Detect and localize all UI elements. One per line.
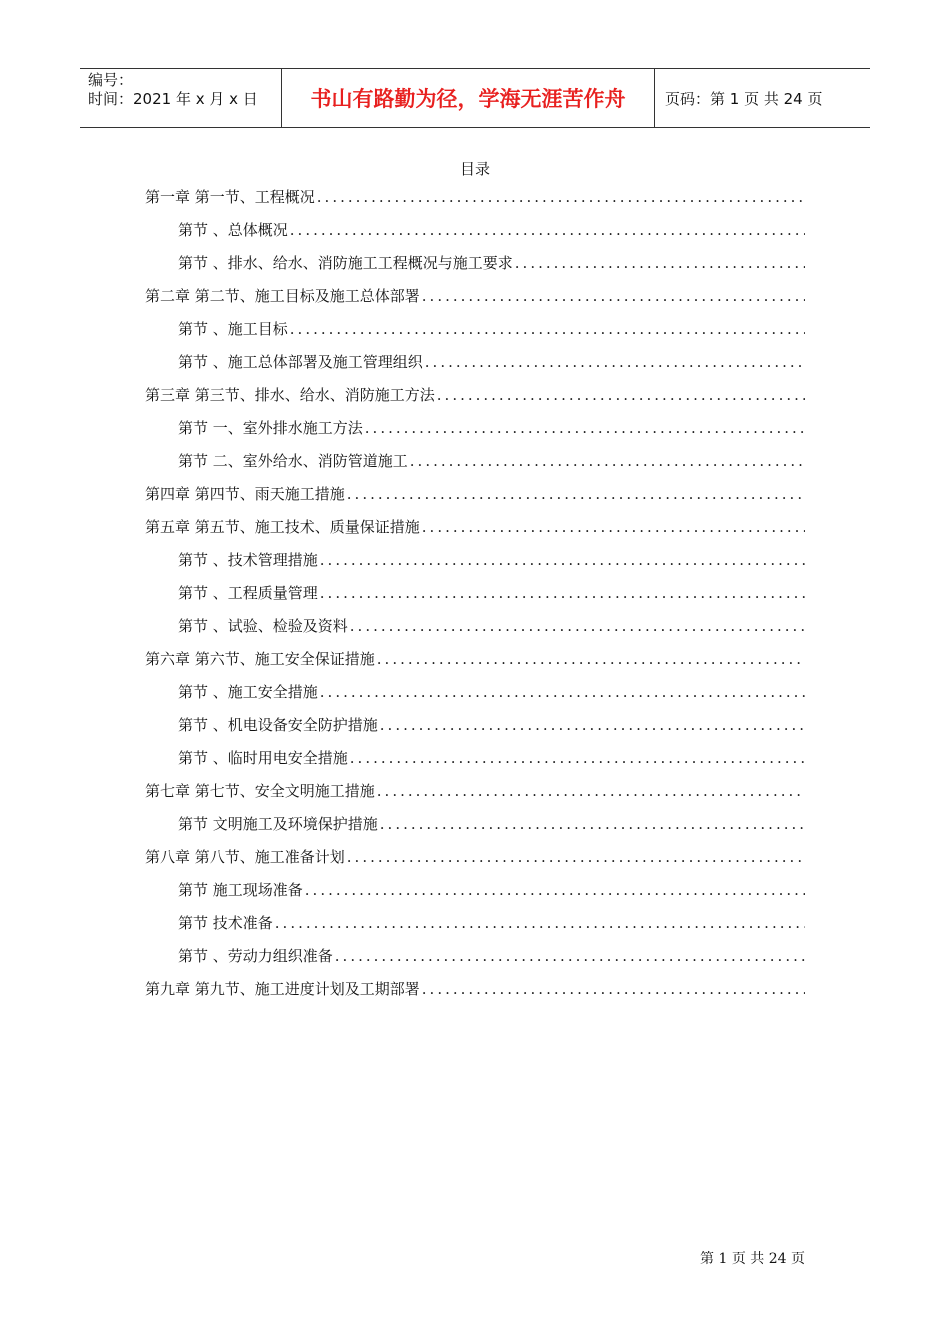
toc-chapter-entry[interactable] bbox=[145, 378, 805, 411]
toc-leader-dots bbox=[317, 188, 805, 206]
toc-entry-text: 第节 、临时用电安全措施 bbox=[178, 749, 348, 767]
toc-chapter-entry[interactable] bbox=[145, 642, 805, 675]
toc-entry-text: 第八章 第八节、施工准备计划 bbox=[145, 848, 345, 866]
toc-entry-text: 第节 、施工总体部署及施工管理组织 bbox=[178, 353, 423, 371]
toc-chapter-entry[interactable] bbox=[145, 180, 805, 213]
toc-leader-dots bbox=[347, 485, 805, 503]
header-meta bbox=[80, 69, 282, 127]
toc-section-entry[interactable] bbox=[145, 246, 805, 279]
toc-entry-text: 第节 、劳动力组织准备 bbox=[178, 947, 333, 965]
page-footer: 第 1 页 共 24 页 bbox=[700, 1251, 805, 1267]
toc-entry-text: 第节 、试验、检验及资料 bbox=[178, 617, 348, 635]
time-label: 时间：2021 年 x 月 x 日 bbox=[88, 90, 258, 108]
toc-chapter-entry[interactable] bbox=[145, 972, 805, 1005]
toc-leader-dots bbox=[425, 353, 805, 371]
toc-section-entry[interactable] bbox=[145, 609, 805, 642]
toc-leader-dots bbox=[377, 650, 805, 668]
toc-chapter-entry[interactable] bbox=[145, 840, 805, 873]
toc-leader-dots bbox=[347, 848, 805, 866]
toc-entry-text: 第节 技术准备 bbox=[178, 914, 273, 932]
toc-section-entry[interactable] bbox=[145, 444, 805, 477]
toc-leader-dots bbox=[320, 584, 805, 602]
toc-entry-text: 第节 、总体概况 bbox=[178, 221, 288, 239]
toc-section-entry[interactable] bbox=[145, 906, 805, 939]
toc-entry-text: 第三章 第三节、排水、给水、消防施工方法 bbox=[145, 386, 435, 404]
toc-entry-text: 第节 、施工安全措施 bbox=[178, 683, 318, 701]
toc-entry-text: 第节 、工程质量管理 bbox=[178, 584, 318, 602]
toc-leader-dots bbox=[422, 980, 805, 998]
toc-leader-dots bbox=[422, 518, 805, 536]
header-page-label: 页码：第 1 页 共 24 页 bbox=[665, 89, 823, 108]
toc-chapter-entry[interactable] bbox=[145, 477, 805, 510]
toc-section-entry[interactable] bbox=[145, 873, 805, 906]
toc-entry-text: 第节 一、室外排水施工方法 bbox=[178, 419, 363, 437]
toc-section-entry[interactable] bbox=[145, 213, 805, 246]
toc-chapter-entry[interactable] bbox=[145, 774, 805, 807]
toc-section-entry[interactable] bbox=[145, 543, 805, 576]
toc-leader-dots bbox=[305, 881, 805, 899]
toc-chapter-entry[interactable] bbox=[145, 279, 805, 312]
toc-entry-text: 第节 二、室外给水、消防管道施工 bbox=[178, 452, 408, 470]
toc-entry-text: 第七章 第七节、安全文明施工措施 bbox=[145, 782, 375, 800]
toc-section-entry[interactable] bbox=[145, 939, 805, 972]
toc-leader-dots bbox=[377, 782, 805, 800]
toc-leader-dots bbox=[380, 716, 805, 734]
toc-title: 目录 bbox=[459, 160, 490, 178]
toc-leader-dots bbox=[365, 419, 805, 437]
toc-section-entry[interactable] bbox=[145, 312, 805, 345]
number-label: 编号： bbox=[88, 71, 134, 89]
toc-entry-text: 第九章 第九节、施工进度计划及工期部署 bbox=[145, 980, 420, 998]
toc-leader-dots bbox=[350, 749, 805, 767]
toc-leader-dots bbox=[290, 320, 805, 338]
toc-entry-text: 第节 、机电设备安全防护措施 bbox=[178, 716, 378, 734]
toc-section-entry[interactable] bbox=[145, 345, 805, 378]
toc-section-entry[interactable] bbox=[145, 576, 805, 609]
toc-section-entry[interactable] bbox=[145, 807, 805, 840]
toc-entry-text: 第节 、施工目标 bbox=[178, 320, 288, 338]
toc-entry-text: 第节 、技术管理措施 bbox=[178, 551, 318, 569]
toc-leader-dots bbox=[422, 287, 805, 305]
toc-entry-text: 第节 、排水、给水、消防施工工程概况与施工要求 bbox=[178, 254, 513, 272]
toc-leader-dots bbox=[410, 452, 805, 470]
toc-entry-text: 第六章 第六节、施工安全保证措施 bbox=[145, 650, 375, 668]
toc-leader-dots bbox=[350, 617, 805, 635]
toc-section-entry[interactable] bbox=[145, 741, 805, 774]
toc-leader-dots bbox=[320, 683, 805, 701]
toc-entry-text: 第四章 第四节、雨天施工措施 bbox=[145, 485, 345, 503]
toc-section-entry[interactable] bbox=[145, 411, 805, 444]
toc-leader-dots bbox=[320, 551, 805, 569]
page-header bbox=[80, 68, 870, 128]
toc-leader-dots bbox=[335, 947, 805, 965]
header-motto: 书山有路勤为径，学海无涯苦作舟 bbox=[282, 69, 655, 127]
toc-entry-text: 第节 施工现场准备 bbox=[178, 881, 303, 899]
toc-leader-dots bbox=[515, 254, 805, 272]
toc-leader-dots bbox=[380, 815, 805, 833]
toc-entry-text: 第二章 第二节、施工目标及施工总体部署 bbox=[145, 287, 420, 305]
toc-leader-dots bbox=[437, 386, 805, 404]
toc-entry-text: 第一章 第一节、工程概况 bbox=[145, 188, 315, 206]
toc-entry-text: 第节 文明施工及环境保护措施 bbox=[178, 815, 378, 833]
toc-section-entry[interactable] bbox=[145, 708, 805, 741]
toc-section-entry[interactable] bbox=[145, 675, 805, 708]
toc-leader-dots bbox=[275, 914, 805, 932]
toc-leader-dots bbox=[290, 221, 805, 239]
toc-chapter-entry[interactable] bbox=[145, 510, 805, 543]
table-of-contents bbox=[145, 180, 805, 1005]
toc-entry-text: 第五章 第五节、施工技术、质量保证措施 bbox=[145, 518, 420, 536]
